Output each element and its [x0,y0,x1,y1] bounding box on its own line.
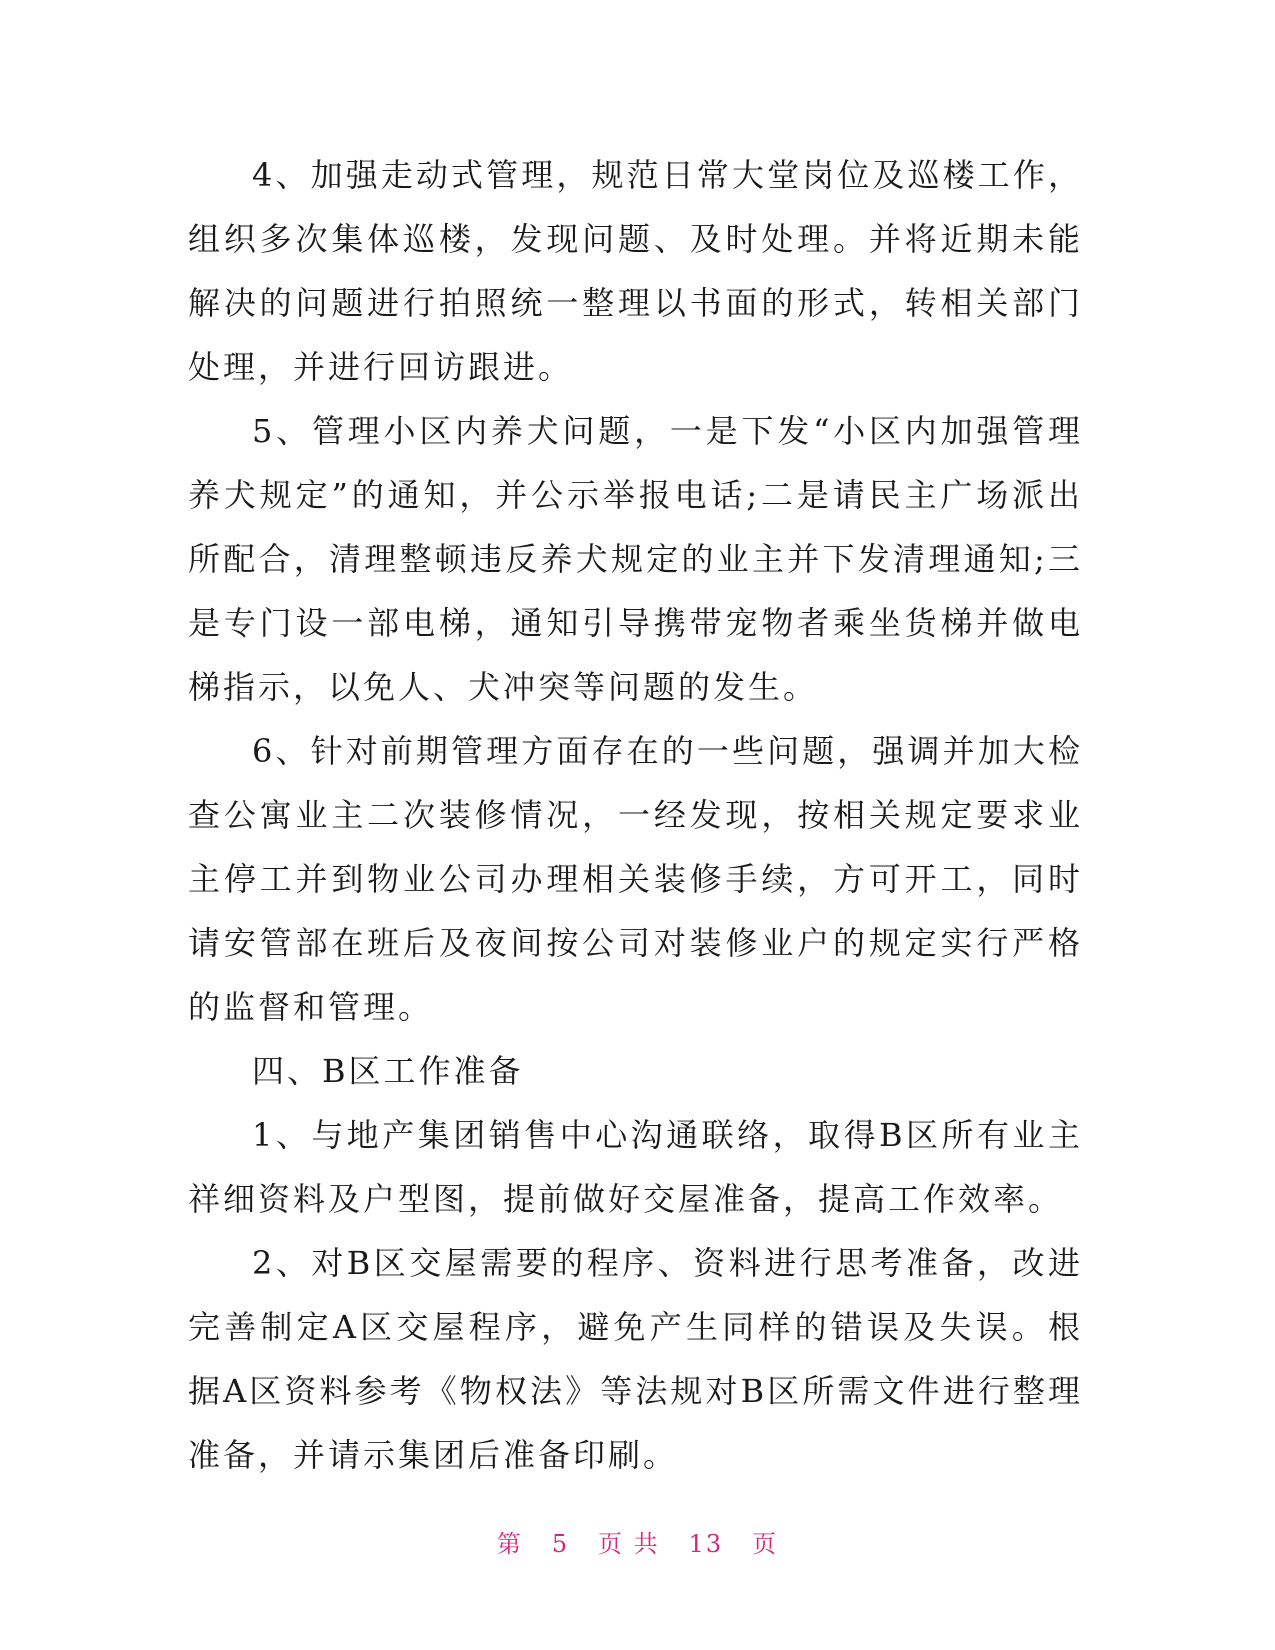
paragraph-b-item-1: 1、与地产集团销售中心沟通联络，取得B区所有业主祥细资料及户型图，提前做好交屋准备，提高工作效率。 [188,1116,1083,1218]
footer-prefix: 第 [496,1530,523,1558]
paragraph-item-5: 5、管理小区内养犬问题，一是下发“小区内加强管理养犬规定”的通知，并公示举报电话;二是请民主广场派出所配合，清理整顿违反养犬规定的业主并下发清理通知;三是专门设一部电梯，通知引导携带宠物者乘坐货梯并做电梯指示，以免人、犬冲突等问题的发生。 [188,412,1083,706]
paragraph-item-6: 6、针对前期管理方面存在的一些问题，强调并加大检查公寓业主二次装修情况，一经发现，按相关规定要求业主停工并到物业公司办理相关装修手续，方可开工，同时请安管部在班后及夜间按公司对装修业户的规定实行严格的监督和管理。 [188,732,1083,1026]
total-pages-number: 13 [688,1530,724,1558]
document-body [188,143,1083,1487]
footer-middle: 页 共 [598,1530,660,1558]
section-heading-b-area: 四、B区工作准备 [252,1052,524,1090]
paragraph-item-4: 4、加强走动式管理，规范日常大堂岗位及巡楼工作，组织多次集体巡楼，发现问题、及时处理。并将近期未能解决的问题进行拍照统一整理以书面的形式，转相关部门处理，并进行回访跟进。 [188,156,1083,386]
current-page-number: 5 [551,1530,570,1558]
paragraph-b-item-2: 2、对B区交屋需要的程序、资料进行思考准备，改进完善制定A区交屋程序，避免产生同样的错误及失误。根据A区资料参考《物权法》等法规对B区所需文件进行整理准备，并请示集团后准备印刷。 [188,1244,1083,1474]
page-footer [0,1524,1275,1559]
footer-suffix: 页 [752,1530,779,1558]
